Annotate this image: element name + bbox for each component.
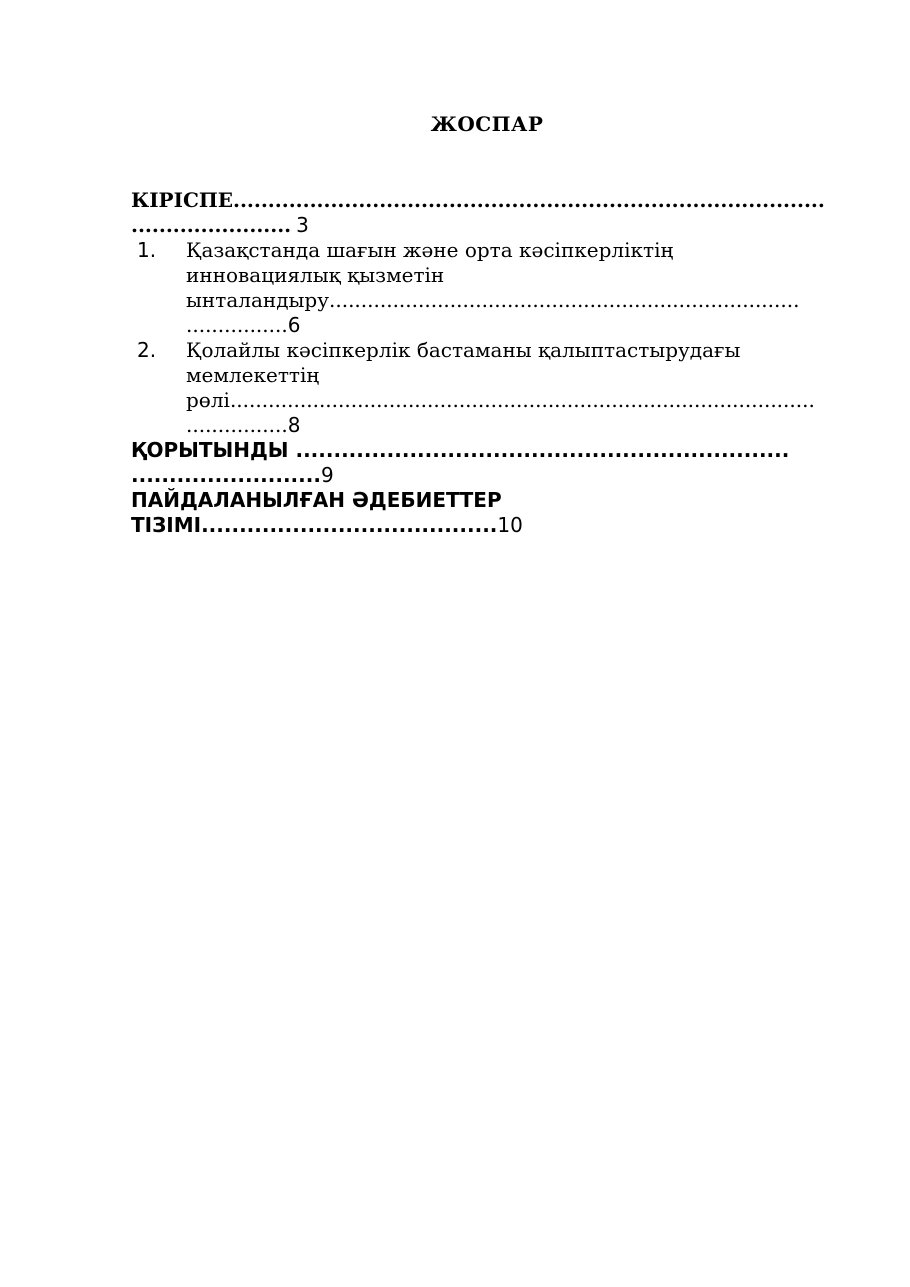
- toc-entry-title-line-2: мемлекеттің: [186, 363, 320, 387]
- toc-entry-title-line-3: рөлі............................................................................................: [186, 388, 815, 412]
- toc-page-number: 6: [287, 313, 301, 337]
- toc-entry-references: [131, 488, 846, 538]
- toc-page-number: 9: [320, 463, 334, 487]
- toc-entry-title-line-3: ынталандыру..........................................................................: [186, 288, 800, 312]
- toc-page-number: 3: [296, 213, 309, 237]
- toc-entry-title-line-1: Қолайлы кәсіпкерлік бастаманы қалыптастырудағы: [186, 338, 741, 362]
- toc-page-number: 8: [287, 413, 301, 437]
- toc-entry-title: КІРІСПЕ.....................................................................................: [131, 188, 825, 212]
- toc-entry-continuation: [131, 463, 846, 488]
- toc-entry-chapter-1: [131, 238, 846, 338]
- toc-entry-body: [186, 338, 846, 438]
- page-title: ЖОСПАР: [430, 112, 544, 136]
- toc-entry-continuation: [186, 413, 846, 438]
- toc-entry-title-line-1: ПАЙДАЛАНЫЛҒАН ӘДЕБИЕТТЕР: [131, 488, 502, 512]
- toc-page-number: 10: [497, 513, 523, 537]
- list-number: 1.: [137, 238, 157, 262]
- list-number: 2.: [137, 338, 157, 362]
- toc-leader-dots: ................: [186, 313, 288, 337]
- toc-leader-dots: ................: [186, 413, 288, 437]
- toc-entry-body: [186, 238, 846, 338]
- toc-entry-title-line-1: Қазақстанда шағын және орта кәсіпкерліктің: [186, 238, 674, 262]
- table-of-contents: [131, 188, 846, 538]
- toc-entry-title-line-2: ТІЗІМІ.......................................: [131, 513, 498, 537]
- toc-leader-dots: .........................: [131, 463, 321, 487]
- toc-entry-introduction: [131, 188, 846, 238]
- toc-entry-title: ҚОРЫТЫНДЫ .................................................................: [131, 438, 790, 462]
- toc-entry-continuation: [131, 513, 846, 538]
- toc-entry-title-line-2: инновациялық қызметін: [186, 263, 445, 287]
- toc-entry-continuation: [186, 313, 846, 338]
- toc-entry-conclusion: [131, 438, 846, 488]
- toc-entry-chapter-2: [131, 338, 846, 438]
- toc-leader-dots: .......................: [131, 213, 292, 237]
- toc-entry-continuation: [131, 213, 846, 238]
